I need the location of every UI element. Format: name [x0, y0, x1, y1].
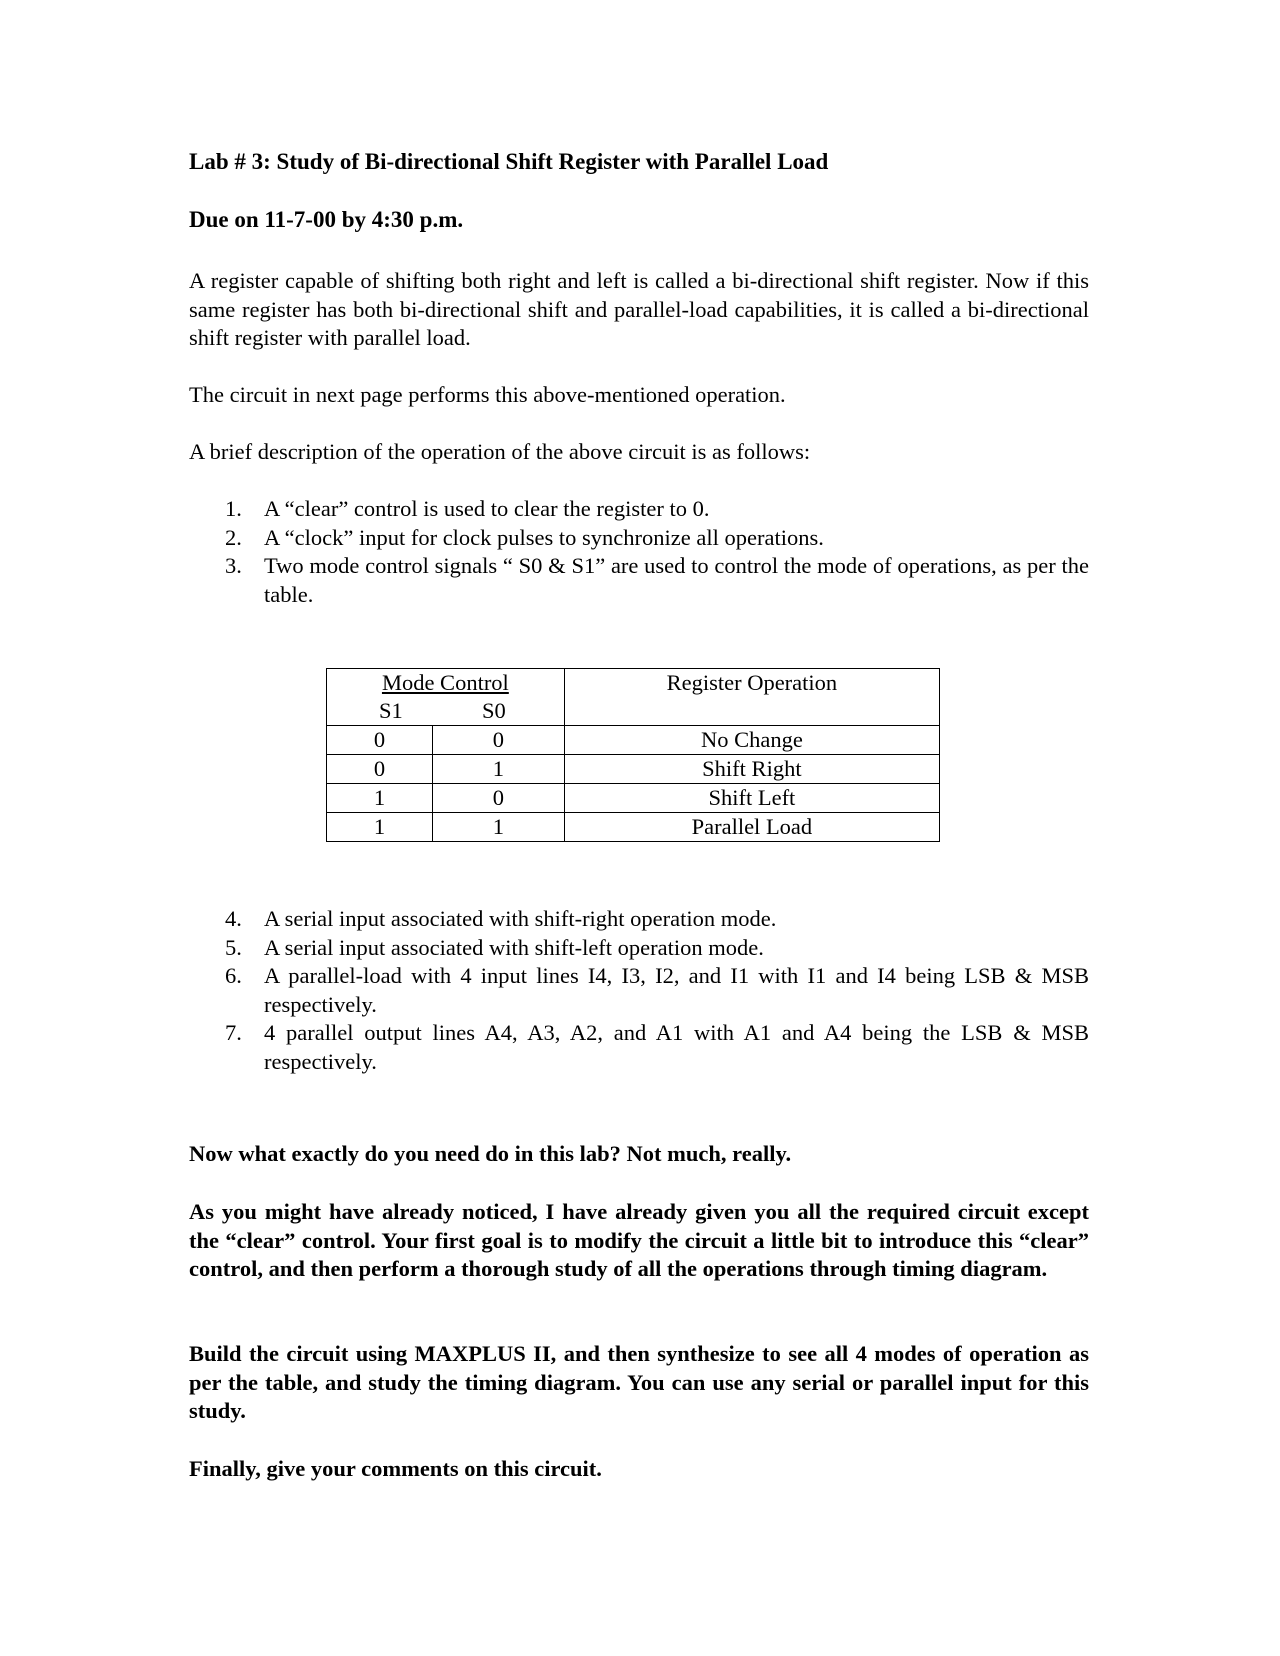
s1-cell: 0 [327, 726, 433, 755]
instructions-paragraph: As you might have already noticed, I have already given you all the required circuit except the “clear” control. Your first goal is to modify the circuit a little bit to introduce this “clear” control, and then perform a thorough study of all the operations through timing diagram. [189, 1199, 1089, 1281]
mode-control-header [327, 669, 565, 726]
list-item-text: A serial input associated with shift-right operation mode. [264, 906, 777, 931]
s0-cell: 0 [432, 726, 564, 755]
list-item-text: A parallel-load with 4 input lines I4, I3, I2, and I1 with I1 and I4 being LSB & MSB respectively. [264, 963, 1089, 1017]
operation-cell: Shift Right [564, 755, 939, 784]
lab-question: Now what exactly do you need do in this lab? Not much, really. [189, 1141, 792, 1166]
s1-cell: 1 [327, 813, 433, 842]
list-item-number: 2. [225, 524, 242, 550]
list-item [189, 905, 1089, 934]
list-item-number: 3. [225, 553, 242, 578]
description-intro-paragraph: A brief description of the operation of the above circuit is as follows: [189, 439, 811, 464]
table-row [327, 755, 940, 784]
list-item-number: 7. [225, 1020, 242, 1045]
list-item [189, 552, 1089, 609]
operation-list-part-1 [189, 495, 1089, 609]
list-item-number: 1. [225, 496, 242, 521]
build-instructions-paragraph: Build the circuit using MAXPLUS II, and then synthesize to see all 4 modes of operation as per the table, and study the timing diagram. You can use any serial or parallel input for this study. [189, 1341, 1089, 1423]
list-item-text: A serial input associated with shift-left operation mode. [264, 934, 764, 960]
list-item [189, 934, 1089, 963]
s0-cell: 0 [432, 784, 564, 813]
lab-title: Lab # 3: Study of Bi-directional Shift Register with Parallel Load [189, 149, 829, 174]
list-item-text: A “clear” control is used to clear the register to 0. [264, 496, 710, 521]
operation-cell: No Change [564, 726, 939, 755]
list-item-text: Two mode control signals “ S0 & S1” are used to control the mode of operations, as per the table. [264, 553, 1089, 607]
operation-list-part-2 [189, 905, 1089, 1076]
register-operation-header: Register Operation [564, 669, 939, 726]
operation-cell: Parallel Load [564, 813, 939, 842]
s1-cell: 1 [327, 784, 433, 813]
final-instruction: Finally, give your comments on this circuit. [189, 1456, 602, 1481]
operation-cell: Shift Left [564, 784, 939, 813]
list-item-number: 5. [225, 934, 242, 960]
list-item [189, 1019, 1089, 1076]
s0-header: S0 [482, 698, 506, 723]
list-item [189, 495, 1089, 524]
list-item [189, 524, 1089, 553]
mode-control-label: Mode Control [381, 670, 509, 695]
list-item [189, 962, 1089, 1019]
list-item-text: A “clock” input for clock pulses to synchronize all operations. [264, 524, 824, 550]
list-item-text: 4 parallel output lines A4, A3, A2, and A1 with A1 and A4 being the LSB & MSB respectively. [264, 1020, 1089, 1074]
s0-cell: 1 [432, 755, 564, 784]
list-item-number: 4. [225, 906, 242, 931]
s1-cell: 0 [327, 755, 433, 784]
intro-paragraph: A register capable of shifting both right and left is called a bi-directional shift register. Now if this same register has both bi-directional shift and parallel-load capabilities, it is called a bi-directional shift register with parallel load. [189, 268, 1089, 350]
due-date: Due on 11-7-00 by 4:30 p.m. [189, 207, 464, 232]
s1-header: S1 [379, 698, 403, 723]
table-row [327, 784, 940, 813]
circuit-reference-paragraph: The circuit in next page performs this above-mentioned operation. [189, 382, 786, 407]
mode-control-table [326, 668, 940, 842]
table-row [327, 813, 940, 842]
table-row [327, 726, 940, 755]
list-item-number: 6. [225, 963, 242, 988]
s0-cell: 1 [432, 813, 564, 842]
